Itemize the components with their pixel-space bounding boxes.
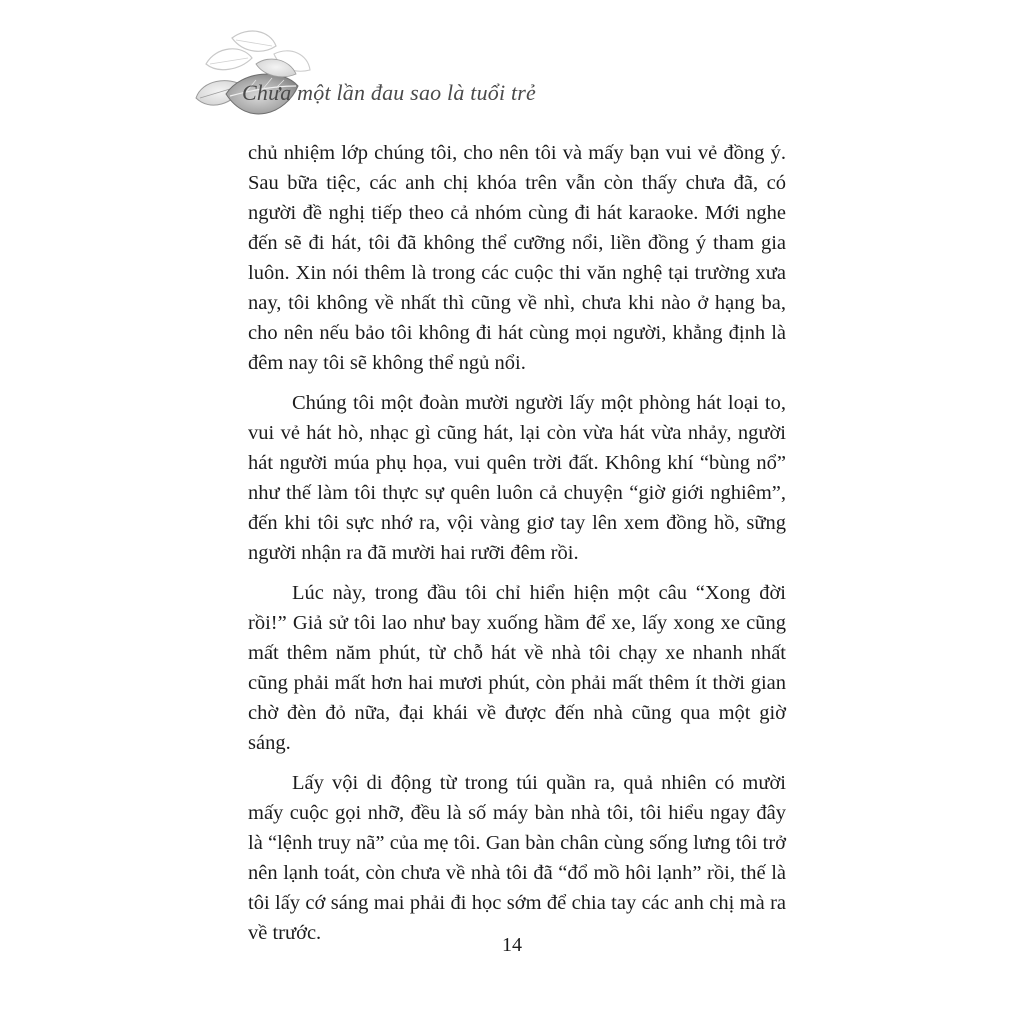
running-title: Chưa một lần đau sao là tuổi trẻ xyxy=(242,80,537,105)
paragraph: Chúng tôi một đoàn mười người lấy một phòng hát loại to, vui vẻ hát hò, nhạc gì cũng hát, lại còn vừa hát vừa nhảy, người hát người múa phụ họa, vui quên trời đất. Không khí “bùng nổ” như thế làm tôi thực sự quên luôn cả chuyện “giờ giới nghiêm”, đến khi tôi sực nhớ ra, vội vàng giơ tay lên xem đồng hồ, sững người nhận ra đã mười hai rưỡi đêm rồi. xyxy=(248,392,786,564)
page-number: 14 xyxy=(502,934,522,956)
paragraph: chủ nhiệm lớp chúng tôi, cho nên tôi và mấy bạn vui vẻ đồng ý. Sau bữa tiệc, các anh chị khóa trên vẫn còn thấy chưa đã, có người đề nghị tiếp theo cả nhóm cùng đi hát karaoke. Mới nghe đến sẽ đi hát, tôi đã không thể cưỡng nổi, liền đồng ý tham gia luôn. Xin nói thêm là trong các cuộc thi văn nghệ tại trường xưa nay, tôi không về nhất thì cũng về nhì, chưa khi nào ở hạng ba, cho nên nếu bảo tôi không đi hát cùng mọi người, khẳng định là đêm nay tôi sẽ không thể ngủ nổi. xyxy=(248,142,786,374)
body-text xyxy=(248,138,786,948)
paragraph: Lấy vội di động từ trong túi quần ra, quả nhiên có mười mấy cuộc gọi nhỡ, đều là số máy bàn nhà tôi, tôi hiểu ngay đây là “lệnh truy nã” của mẹ tôi. Gan bàn chân cùng sống lưng tôi trở nên lạnh toát, còn chưa về nhà tôi đã “đổ mồ hôi lạnh” rồi, thế là tôi lấy cớ sáng mai phải đi học sớm để chia tay các anh chị mà ra về trước. xyxy=(248,772,786,944)
page-header xyxy=(186,24,546,136)
paragraph: Lúc này, trong đầu tôi chỉ hiển hiện một câu “Xong đời rồi!” Giả sử tôi lao như bay xuống hầm để xe, lấy xong xe cũng mất thêm năm phút, từ chỗ hát về nhà tôi chạy xe nhanh nhất cũng phải mất hơn hai mươi phút, còn phải mất thêm ít thời gian chờ đèn đỏ nữa, đại khái về được đến nhà cũng qua một giờ sáng. xyxy=(248,582,786,754)
